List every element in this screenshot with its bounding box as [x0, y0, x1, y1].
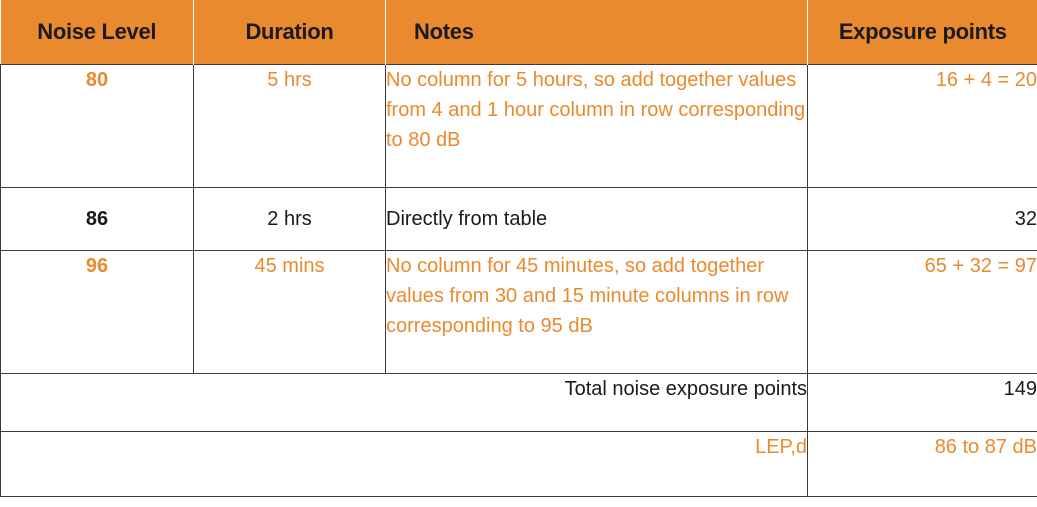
- noise-level-cell: 86: [1, 188, 194, 251]
- header-noise-level: Noise Level: [1, 0, 194, 65]
- total-row: [1, 374, 1037, 432]
- total-label: Total noise exposure points: [1, 374, 808, 432]
- header-row: [1, 0, 1037, 65]
- total-value: 149: [808, 374, 1037, 432]
- exposure-points-cell: 32: [808, 188, 1037, 251]
- notes-cell: Directly from table: [386, 188, 808, 251]
- noise-level-cell: 80: [1, 65, 194, 188]
- duration-cell: 45 mins: [194, 251, 386, 374]
- header-duration: Duration: [194, 0, 386, 65]
- lep-value: 86 to 87 dB: [808, 432, 1037, 497]
- notes-cell: No column for 5 hours, so add together values from 4 and 1 hour column in row corresponding to 80 dB: [386, 65, 808, 188]
- table-body: [1, 65, 1037, 497]
- header-exposure-points: Exposure points: [808, 0, 1037, 65]
- table-row: [1, 251, 1037, 374]
- duration-cell: 2 hrs: [194, 188, 386, 251]
- notes-cell: No column for 45 minutes, so add together values from 30 and 15 minute columns in row corresponding to 95 dB: [386, 251, 808, 374]
- exposure-points-cell: 16 + 4 = 20: [808, 65, 1037, 188]
- table-row: [1, 188, 1037, 251]
- exposure-points-cell: 65 + 32 = 97: [808, 251, 1037, 374]
- duration-cell: 5 hrs: [194, 65, 386, 188]
- lep-row: [1, 432, 1037, 497]
- table-header: [1, 0, 1037, 65]
- lep-label: LEP,d: [1, 432, 808, 497]
- table-row: [1, 65, 1037, 188]
- header-notes: Notes: [386, 0, 808, 65]
- noise-level-cell: 96: [1, 251, 194, 374]
